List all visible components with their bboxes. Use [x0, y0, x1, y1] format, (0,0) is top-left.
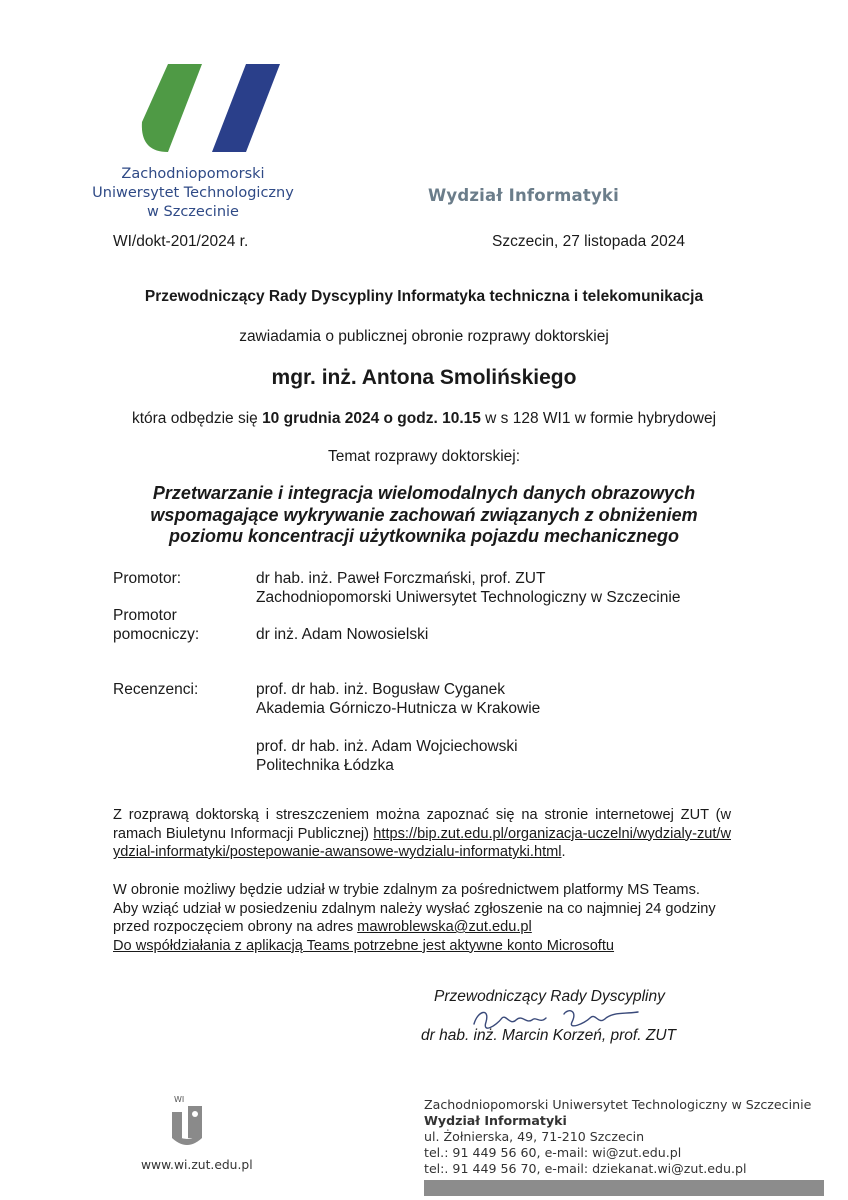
footer-university: Zachodniopomorski Uniwersytet Technologiczny w Szczecinie	[424, 1097, 812, 1112]
assistant-promotor-label-1: Promotor	[113, 607, 177, 624]
when-suffix: w s 128 WI1 w formie hybrydowej	[480, 410, 717, 427]
council-chair-heading: Przewodniczący Rady Dyscypliny Informatyka techniczna i telekomunikacja	[144, 288, 704, 305]
assistant-promotor-name: dr inż. Adam Nowosielski	[256, 626, 429, 643]
access-end: .	[561, 844, 566, 860]
university-line-1: Zachodniopomorski	[121, 166, 265, 182]
faculty-name: Wydział Informatyki	[428, 186, 619, 205]
promotor-name: dr hab. inż. Paweł Forczmański, prof. ZUT	[256, 570, 546, 587]
reviewer-2-name: prof. dr hab. inż. Adam Wojciechowski	[256, 738, 518, 755]
footer-contact-2: tel:. 91 449 56 70, e-mail: dziekanat.wi@zut.edu.pl	[424, 1161, 747, 1176]
reviewers-label: Recenzenci:	[113, 681, 199, 698]
faculty-website[interactable]: www.wi.zut.edu.pl	[141, 1158, 253, 1172]
title-line-1: Przetwarzanie i integracja wielomodalnych danych obrazowych	[152, 483, 696, 503]
university-name	[90, 165, 296, 222]
footer-address: ul. Żołnierska, 49, 71-210 Szczecin	[424, 1129, 645, 1144]
document-date: Szczecin, 27 listopada 2024	[492, 233, 686, 250]
defense-date: 10 grudnia 2024 o godz. 10.15	[262, 410, 481, 427]
footer-faculty: Wydział Informatyki	[424, 1113, 567, 1128]
reference-number: WI/dokt-201/2024 r.	[113, 233, 249, 250]
promotor-label: Promotor:	[113, 570, 182, 587]
reviewer-1-name: prof. dr hab. inż. Bogusław Cyganek	[256, 681, 505, 698]
remote-line-2: Aby wziąć udział w posiedzeniu zdalnym należy wysłać zgłoszenie na co najmniej 24 godziny	[113, 900, 716, 917]
promotor-affiliation: Zachodniopomorski Uniwersytet Technologiczny w Szczecinie	[256, 589, 681, 606]
remote-line-3	[113, 918, 731, 937]
university-line-2: Uniwersytet Technologiczny	[92, 185, 294, 201]
dissertation-access-paragraph	[113, 806, 731, 862]
contact-email-link[interactable]: mawroblewska@zut.edu.pl	[357, 919, 532, 935]
signature-role: Przewodniczący Rady Dyscypliny	[434, 988, 665, 1005]
when-prefix: która odbędzie się	[131, 410, 263, 427]
logo-green-stroke	[142, 64, 202, 152]
footer-contact-1: tel.: 91 449 56 60, e-mail: wi@zut.edu.pl	[424, 1145, 682, 1160]
university-logo	[120, 60, 300, 160]
title-line-2: wspomagające wykrywanie zachowań związanych z obniżeniem	[150, 504, 698, 525]
faculty-logo	[170, 1092, 210, 1152]
title-line-3: poziomu koncentracji użytkownika pojazdu mechanicznego	[168, 526, 680, 546]
announcement-line: zawiadamia o publicznej obronie rozprawy doktorskiej	[239, 328, 609, 345]
remote-participation-paragraph	[113, 881, 731, 955]
remote-line-1: W obronie możliwy będzie udział w trybie zdalnym za pośrednictwem platformy MS Teams.	[113, 882, 700, 898]
dissertation-title	[0, 483, 848, 548]
reviewer-2-affiliation: Politechnika Łódzka	[256, 757, 394, 774]
reviewer-1-affiliation: Akademia Górniczo-Hutnicza w Krakowie	[256, 700, 541, 717]
faculty-logo-text: WI	[174, 1095, 185, 1104]
defense-time-place	[0, 410, 848, 428]
topic-label: Temat rozprawy doktorskiej:	[327, 448, 521, 465]
footer-bar	[424, 1180, 824, 1196]
remote-line-4: Do współdziałania z aplikacją Teams potrzebne jest aktywne konto Microsoftu	[113, 937, 615, 954]
remote-line-3-text: przed rozpoczęciem obrony na adres	[113, 919, 358, 935]
bip-link[interactable]: https://bip.zut.edu.pl/organizacja-uczelni/wydzialy-zut/wydzial-informatyki/postepowanie-awansowe-wydzialu-informatyki.html	[113, 825, 731, 860]
candidate-name: mgr. inż. Antona Smolińskiego	[271, 366, 577, 389]
assistant-promotor-label-2: pomocniczy:	[113, 626, 200, 643]
university-line-3: w Szczecinie	[147, 204, 239, 220]
logo-blue-stroke	[212, 64, 280, 152]
access-text: Z rozprawą doktorską i streszczeniem można zapoznać się na stronie internetowej ZUT (w ramach Biuletynu Informacji Publicznej)	[113, 807, 731, 842]
signatory-name: dr hab. inż. Marcin Korzeń, prof. ZUT	[421, 1027, 676, 1044]
